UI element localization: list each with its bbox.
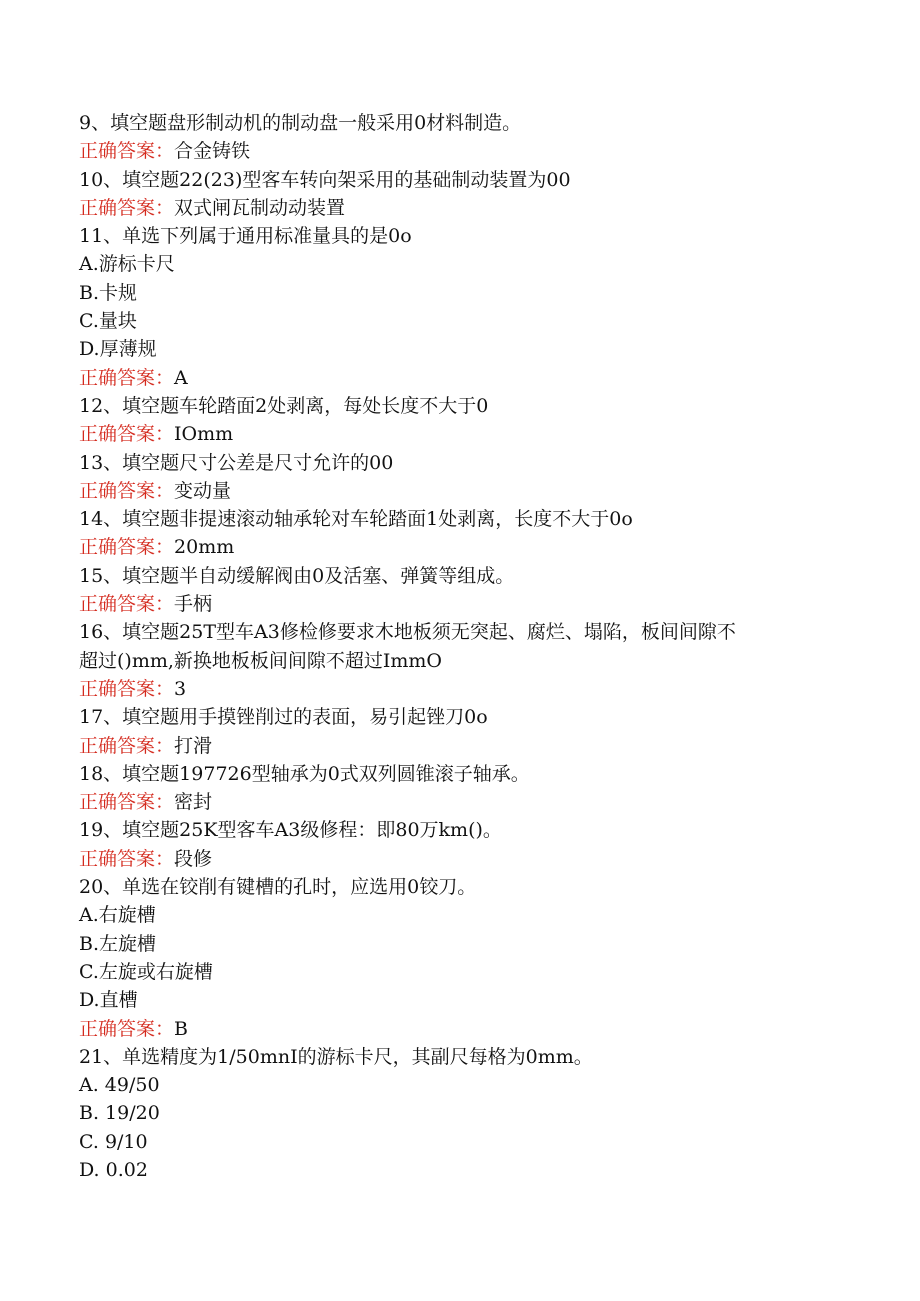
option-line: C.量块 [79,310,137,333]
question-line: 21、单选精度为1/50mnI的游标卡尺，其副尺每格为0mm。 [79,1045,593,1068]
question-line: 16、填空题25T型车A3修检修要求木地板须无突起、腐烂、塌陷，板间间隙不 [79,621,736,644]
answer-line [79,590,879,618]
answer-value: 20mm [174,536,235,559]
answer-label: 正确答案： [79,593,175,616]
answer-line [79,732,879,760]
answer-label: 正确答案： [79,479,175,502]
option-line: A. 49/50 [79,1074,160,1097]
option-line: B.卡规 [79,281,138,304]
answer-line [79,1015,879,1043]
question-line: 13、填空题尺寸公差是尺寸允许的00 [79,451,394,474]
option-line: A.游标卡尺 [79,253,175,276]
answer-line [79,420,879,448]
option-line: B. 19/20 [79,1102,160,1125]
answer-line [79,845,879,873]
answer-label: 正确答案： [79,1017,175,1040]
answer-label: 正确答案： [79,536,175,559]
answer-label: 正确答案： [79,677,175,700]
exam-document [79,109,879,1184]
question-line: 9、填空题盘形制动机的制动盘一般采用0材料制造。 [79,112,522,134]
answer-value: 变动量 [174,479,232,502]
option-line: D.直槽 [79,989,138,1012]
answer-value: 段修 [174,847,213,870]
answer-value: 合金铸铁 [174,140,251,163]
answer-label: 正确答案： [79,366,175,389]
answer-line [79,137,879,165]
option-line: C. 9/10 [79,1130,148,1153]
answer-label: 正确答案： [79,847,175,870]
answer-line [79,675,879,703]
answer-line [79,364,879,392]
answer-value: IOmm [174,423,234,446]
option-line: D.厚薄规 [79,338,157,361]
answer-value: 密封 [174,791,213,814]
option-line: B.左旋槽 [79,932,157,955]
answer-line [79,194,879,222]
answer-value: 打滑 [174,734,213,757]
option-line: A.右旋槽 [79,904,156,927]
option-line: D. 0.02 [79,1158,148,1181]
answer-label: 正确答案： [79,140,175,163]
question-line: 15、填空题半自动缓解阀由0及活塞、弹簧等组成。 [79,564,515,587]
question-line: 12、填空题车轮踏面2处剥离，每处长度不大于0 [79,394,489,417]
answer-line [79,788,879,816]
answer-line [79,533,879,561]
answer-value: 双式闸瓦制动动装置 [174,196,346,219]
question-line: 17、填空题用手摸锉削过的表面，易引起锉刀0o [79,706,488,729]
question-line: 19、填空题25K型客车A3级修程：即80万km()。 [79,819,502,842]
question-line: 18、填空题197726型轴承为0式双列圆锥滚子轴承。 [79,762,530,785]
question-line: 超过()mm,新换地板板间间隙不超过ImmO [79,649,443,672]
answer-value: A [174,366,188,389]
question-line: 11、单选下列属于通用标准量具的是0o [79,225,412,248]
answer-label: 正确答案： [79,734,175,757]
answer-value: B [174,1017,188,1040]
answer-label: 正确答案： [79,196,175,219]
answer-label: 正确答案： [79,423,175,446]
answer-line [79,477,879,505]
option-line: C.左旋或右旋槽 [79,960,213,983]
question-line: 14、填空题非提速滚动轴承轮对车轮踏面1处剥离，长度不大于0o [79,508,633,531]
answer-value: 3 [174,677,187,700]
answer-label: 正确答案： [79,791,175,814]
question-line: 20、单选在铰削有键槽的孔时，应选用0铰刀。 [79,876,477,899]
answer-value: 手柄 [174,593,213,616]
question-line: 10、填空题22(23)型客车转向架采用的基础制动装置为00 [79,168,571,191]
